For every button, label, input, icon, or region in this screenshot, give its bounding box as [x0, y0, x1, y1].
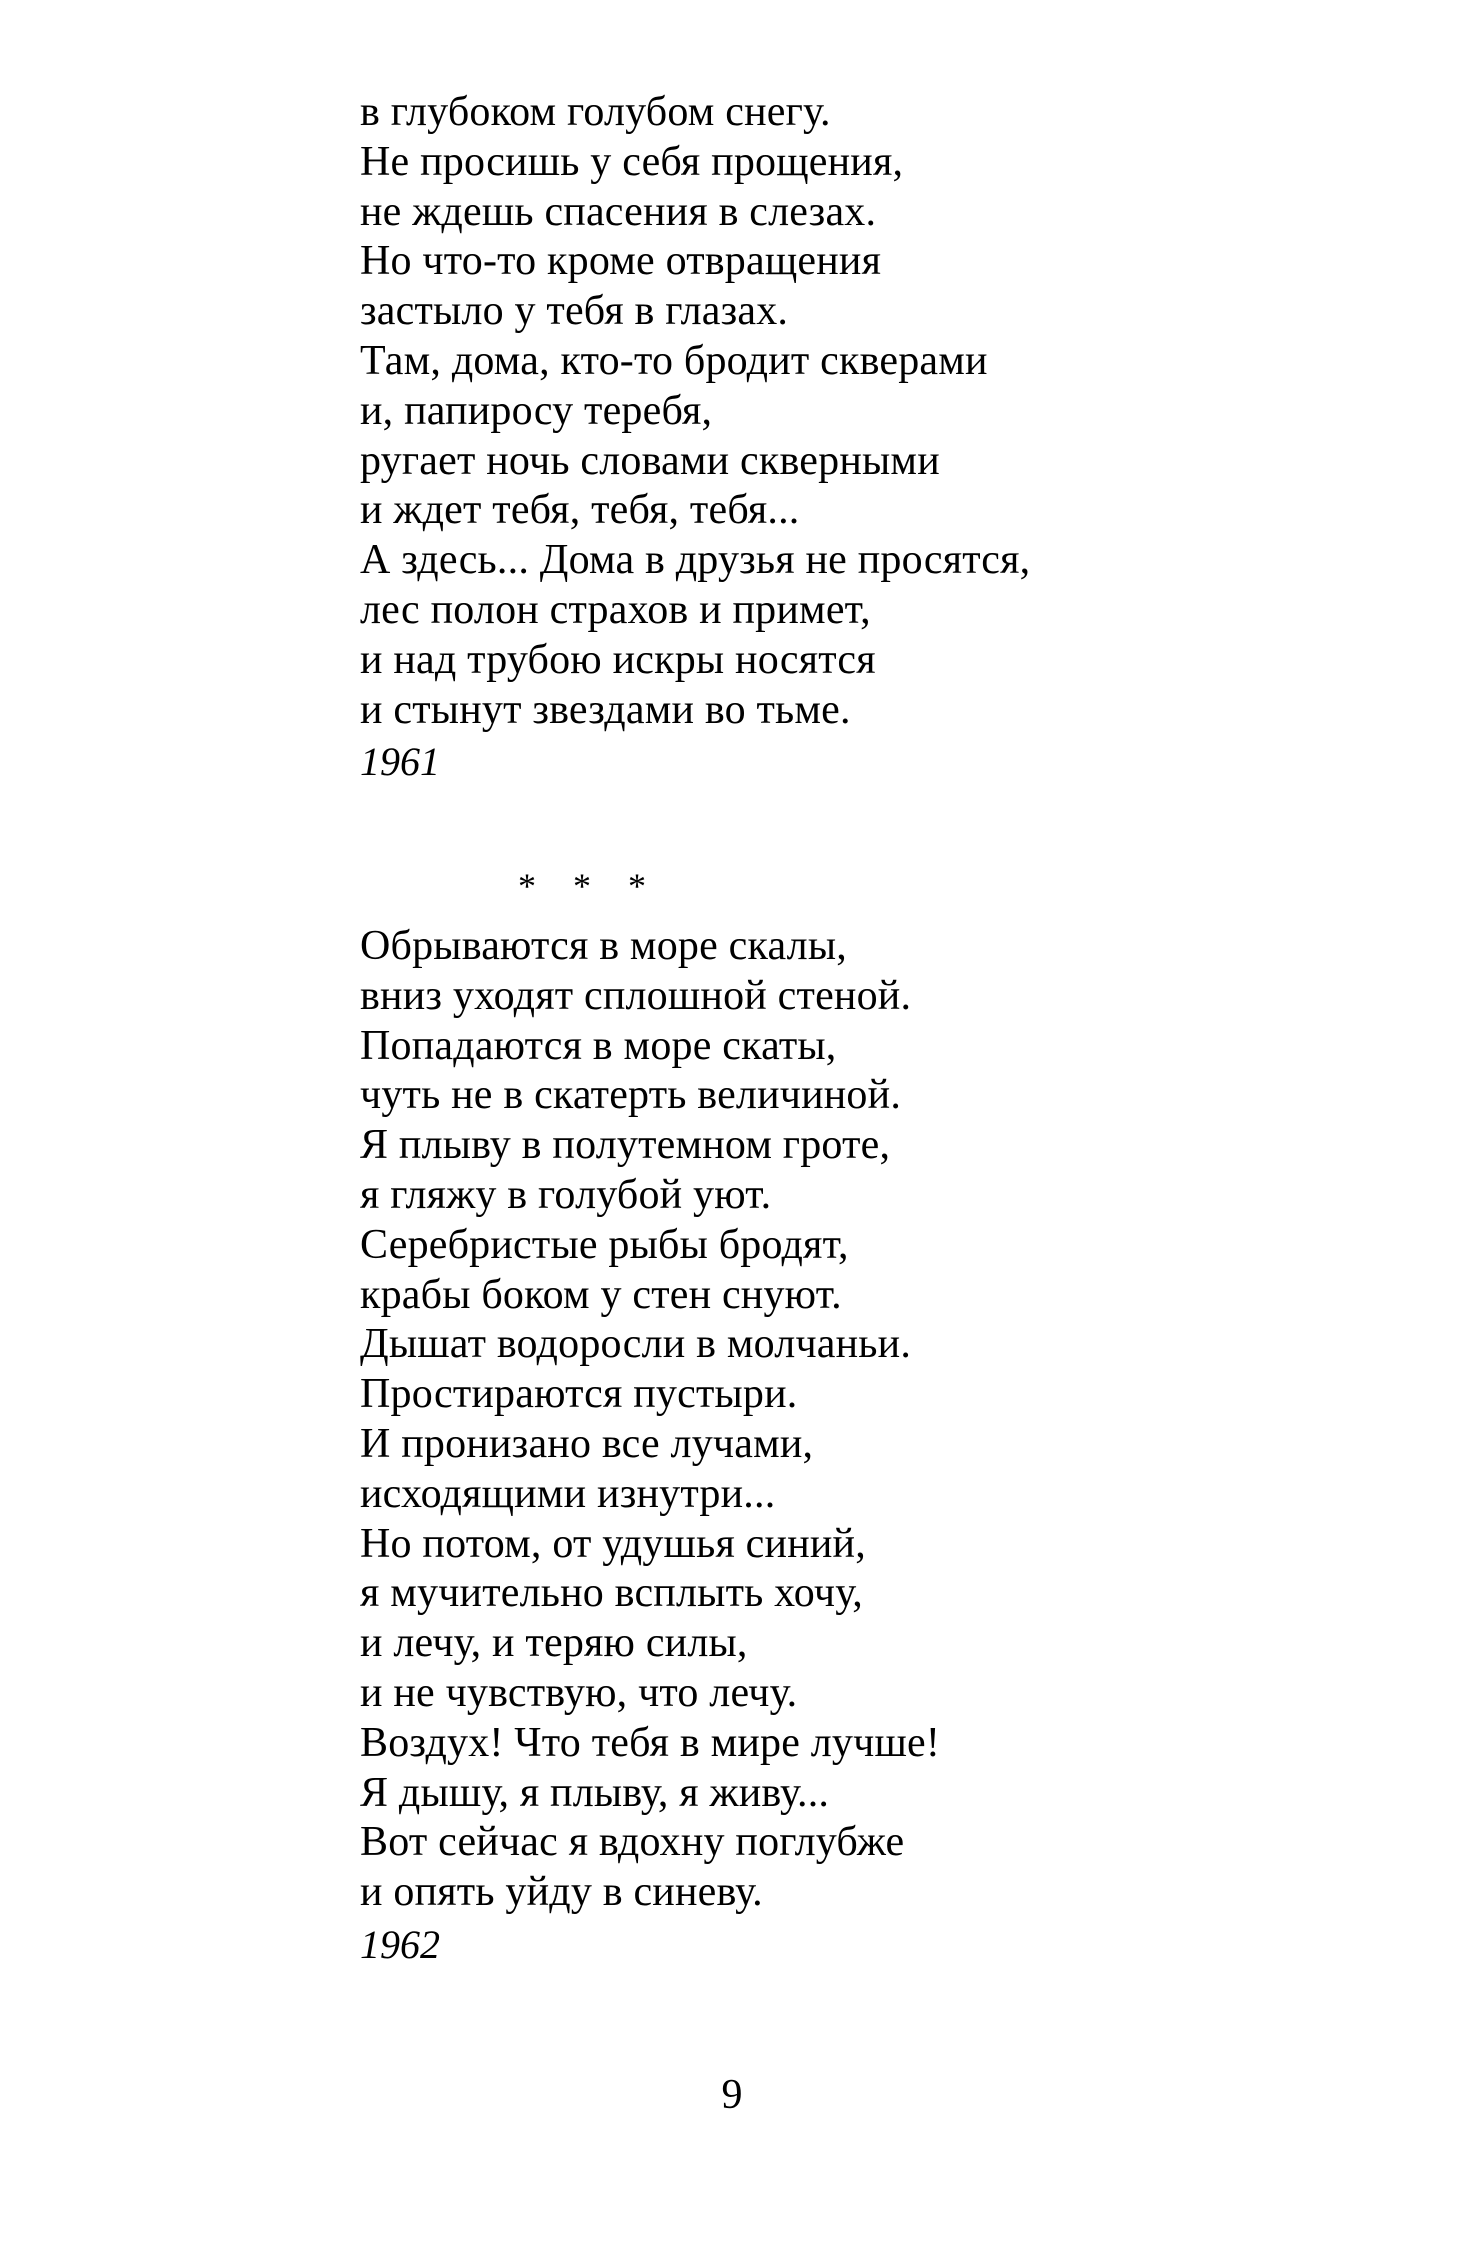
poem-line: и над трубою искры носятся	[360, 636, 876, 683]
page-number: 9	[721, 2072, 743, 2118]
poem-line: застыло у тебя в глазах.	[360, 288, 789, 335]
poem-line: крабы боком у стен снуют.	[360, 1271, 842, 1318]
poem-line: Простираются пустыри.	[360, 1371, 798, 1418]
poem-line: Не просишь у себя прощения,	[360, 138, 904, 185]
poem-line: и стынут звездами во тьме.	[360, 686, 851, 733]
poem-line: и опять уйду в синеву.	[360, 1869, 763, 1916]
poem-line: Я дышу, я плыву, я живу...	[360, 1769, 830, 1816]
poem-line: Воздух! Что тебя в мире лучше!	[360, 1719, 941, 1766]
poem-line: А здесь... Дома в друзья не просятся,	[360, 537, 1031, 584]
poem-date: 1961	[360, 739, 440, 785]
poem-line: И пронизано все лучами,	[360, 1420, 814, 1467]
poem-line: лес полон страхов и примет,	[360, 586, 871, 633]
poem-line: и не чувствую, что лечу.	[360, 1669, 798, 1716]
poem-line: я мучительно всплыть хочу,	[360, 1570, 863, 1617]
poem-line: я гляжу в голубой уют.	[360, 1171, 772, 1218]
poem-line: Серебристые рыбы бродят,	[360, 1221, 849, 1268]
poem-line: Но что-то кроме отвращения	[360, 238, 882, 285]
poem-line: Попадаются в море скаты,	[360, 1022, 837, 1069]
poem-line: не ждешь спасения в слезах.	[360, 188, 877, 235]
poem-line: и ждет тебя, тебя, тебя...	[360, 487, 800, 534]
poem-line: Я плыву в полутемном гроте,	[360, 1122, 891, 1169]
poem-line: чуть не в скатерть величиной.	[360, 1072, 902, 1119]
section-separator: * * *	[518, 866, 660, 906]
poem-continued	[360, 88, 1180, 787]
poem-line: ругает ночь словами скверными	[360, 437, 940, 484]
poem-line: исходящими изнутри...	[360, 1470, 776, 1517]
poem-date: 1962	[360, 1921, 440, 1967]
poem-line: и лечу, и теряю силы,	[360, 1620, 748, 1667]
poem-line: Вот сейчас я вдохну поглубже	[360, 1819, 905, 1866]
poem-line: и, папиросу теребя,	[360, 387, 713, 434]
poem	[360, 922, 1180, 1970]
poem-line: вниз уходят сплошной стеной.	[360, 972, 912, 1019]
poem-line: Там, дома, кто-то бродит скверами	[360, 337, 988, 384]
poem-line: Но потом, от удушья синий,	[360, 1520, 866, 1567]
poem-line: Обрываются в море скалы,	[360, 923, 847, 969]
poem-line: Дышат водоросли в молчаньи.	[360, 1321, 912, 1368]
poem-line: в глубоком голубом снегу.	[360, 89, 831, 135]
